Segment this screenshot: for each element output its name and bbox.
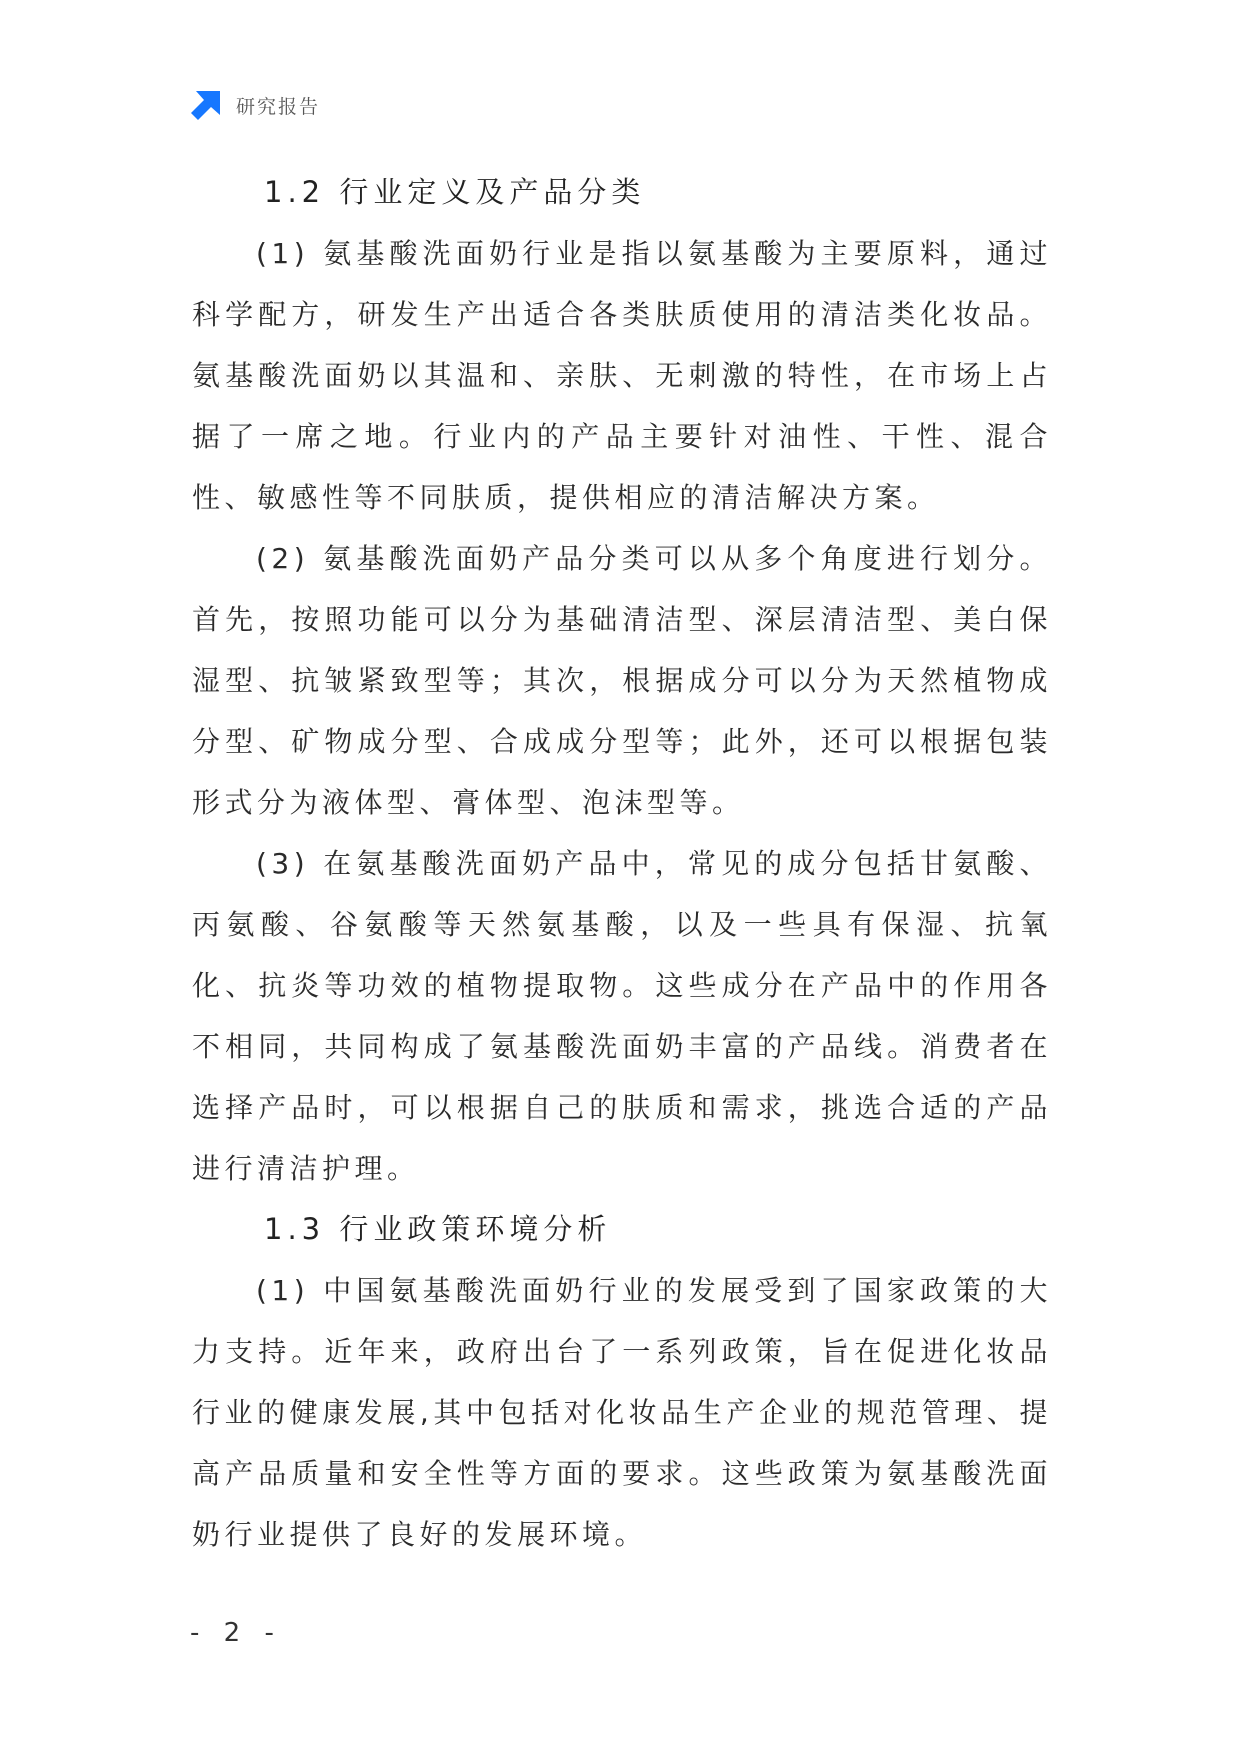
section-heading-industry-definition: 1.2 行业定义及产品分类	[264, 175, 646, 209]
paragraph: (2) 氨基酸洗面奶产品分类可以从多个角度进行划分。首先，按照功能可以分为基础清洁型、深层清洁型、美白保湿型、抗皱紧致型等；其次，根据成分可以分为天然植物成分型、矿物成分型、合成成分型等；此外，还可以根据包装形式分为液体型、膏体型、泡沫型等。	[192, 542, 1052, 819]
paragraph: (1) 中国氨基酸洗面奶行业的发展受到了国家政策的大力支持。近年来，政府出台了一系列政策，旨在促进化妆品行业的健康发展,其中包括对化妆品生产企业的规范管理、提高产品质量和安全性等方面的要求。这些政策为氨基酸洗面奶行业提供了良好的发展环境。	[192, 1274, 1052, 1551]
page-header	[190, 88, 320, 122]
paragraph: (3) 在氨基酸洗面奶产品中，常见的成分包括甘氨酸、丙氨酸、谷氨酸等天然氨基酸，以及一些具有保湿、抗氧化、抗炎等功效的植物提取物。这些成分在产品中的作用各不相同，共同构成了氨基酸洗面奶丰富的产品线。消费者在选择产品时，可以根据自己的肤质和需求，挑选合适的产品进行清洁护理。	[192, 847, 1052, 1185]
document-body	[192, 162, 1052, 1565]
header-title: 研究报告	[236, 95, 321, 118]
arrow-up-right-icon	[190, 89, 222, 121]
page-number: - 2 -	[190, 1618, 282, 1648]
section-heading-policy-environment: 1.3 行业政策环境分析	[264, 1212, 612, 1246]
paragraph: (1) 氨基酸洗面奶行业是指以氨基酸为主要原料，通过科学配方，研发生产出适合各类肤质使用的清洁类化妆品。氨基酸洗面奶以其温和、亲肤、无刺激的特性，在市场上占据了一席之地。行业内的产品主要针对油性、干性、混合性、敏感性等不同肤质，提供相应的清洁解决方案。	[192, 237, 1052, 514]
